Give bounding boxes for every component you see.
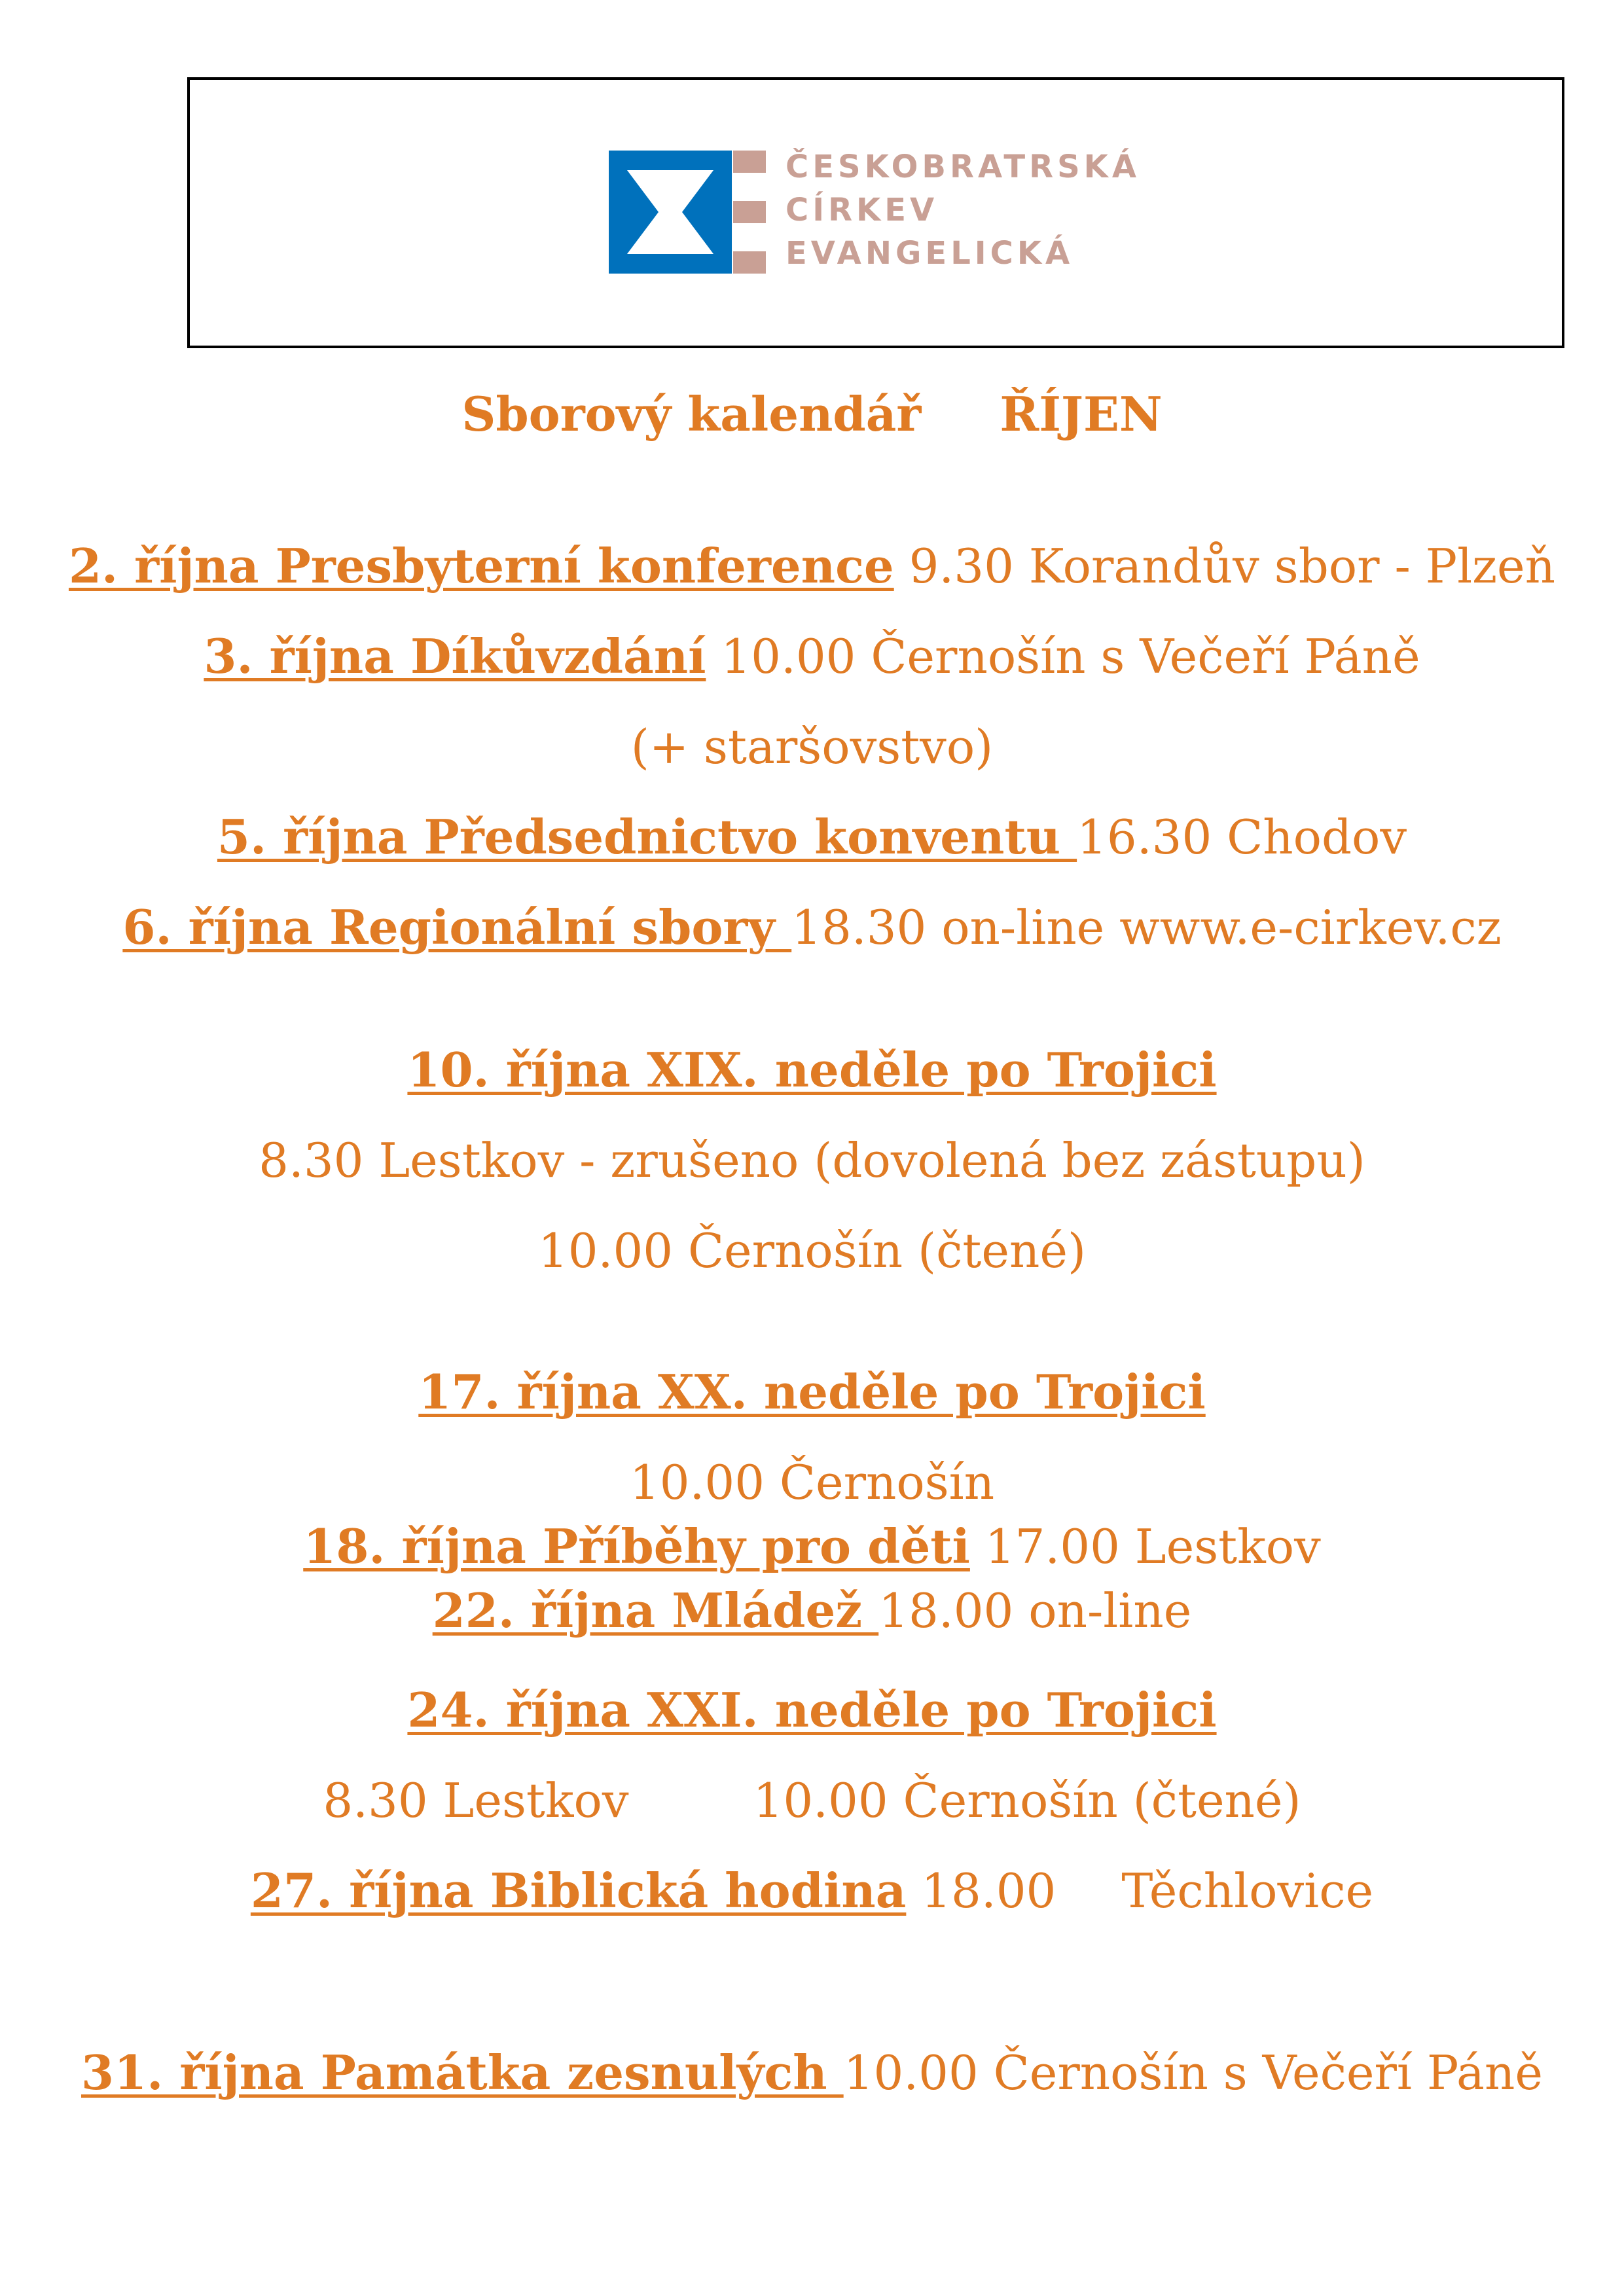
event-detail: 10.00 Černošín s Večeří Páně <box>706 629 1420 684</box>
event-line <box>0 627 1624 686</box>
event-label: 22. října Mládež <box>432 1583 879 1638</box>
event-line <box>0 898 1624 957</box>
event-detail: 17.00 Lestkov <box>969 1519 1321 1574</box>
event-line <box>0 2043 1624 2102</box>
event-detail: 18.00 on-line <box>878 1583 1192 1638</box>
event-line <box>0 1041 1624 1100</box>
logo-line-3: EVANGELICKÁ <box>785 235 1074 272</box>
event-label: 6. října Regionální sbory <box>122 899 792 955</box>
page-title <box>0 385 1624 444</box>
event-label: 5. října Předsednictvo konventu <box>217 809 1077 865</box>
event-line <box>0 1221 1624 1280</box>
event-line <box>0 1131 1624 1190</box>
event-line <box>0 1581 1624 1640</box>
event-line <box>0 1453 1624 1512</box>
event-note: 10.00 Černošín <box>629 1455 995 1510</box>
calendar-title: Sborový kalendář <box>461 386 922 442</box>
event-label: 24. října XXI. neděle po Trojici <box>407 1682 1217 1738</box>
event-line <box>0 1681 1624 1740</box>
event-line <box>0 717 1624 776</box>
event-line <box>0 1771 1624 1830</box>
event-label: 18. října Příběhy pro děti <box>303 1518 970 1574</box>
event-detail: 10.00 Černošín s Večeří Páně <box>843 2045 1543 2100</box>
event-detail: 16.30 Chodov <box>1077 810 1407 865</box>
event-line <box>0 1363 1624 1422</box>
church-logo-icon <box>609 151 732 274</box>
event-note: (+ staršovstvo) <box>630 719 994 774</box>
logo-line-1: ČESKOBRATRSKÁ <box>785 149 1141 185</box>
event-label: 31. října Památka zesnulých <box>81 2045 844 2100</box>
event-line <box>0 1517 1624 1576</box>
calendar-month: ŘÍJEN <box>1000 386 1163 442</box>
logo-bars-icon <box>733 151 766 274</box>
logo-text <box>785 145 1140 275</box>
event-label: 17. října XX. neděle po Trojici <box>418 1364 1206 1420</box>
event-line <box>0 537 1624 596</box>
event-note: 10.00 Černošín (čtené) <box>537 1223 1087 1278</box>
event-label: 10. října XIX. neděle po Trojici <box>407 1042 1217 1098</box>
logo-box <box>187 77 1564 348</box>
logo-line-2: CÍRKEV <box>785 192 939 228</box>
event-label: 2. října Presbyterní konference <box>68 538 894 594</box>
event-detail: 18.30 on-line www.e-cirkev.cz <box>791 900 1502 955</box>
event-line <box>0 1861 1624 1920</box>
event-note-2: 10.00 Černošín (čtené) <box>753 1773 1301 1828</box>
event-note: 8.30 Lestkov <box>323 1773 629 1828</box>
event-detail-2: Těchlovice <box>1121 1863 1374 1918</box>
event-detail: 18.00 <box>906 1863 1056 1918</box>
event-note: 8.30 Lestkov - zrušeno (dovolená bez zástupu) <box>259 1133 1365 1188</box>
event-line <box>0 808 1624 867</box>
event-label: 27. října Biblická hodina <box>250 1863 907 1918</box>
event-label: 3. října Díkůvzdání <box>204 628 706 684</box>
event-detail: 9.30 Korandův sbor - Plzeň <box>893 539 1556 594</box>
